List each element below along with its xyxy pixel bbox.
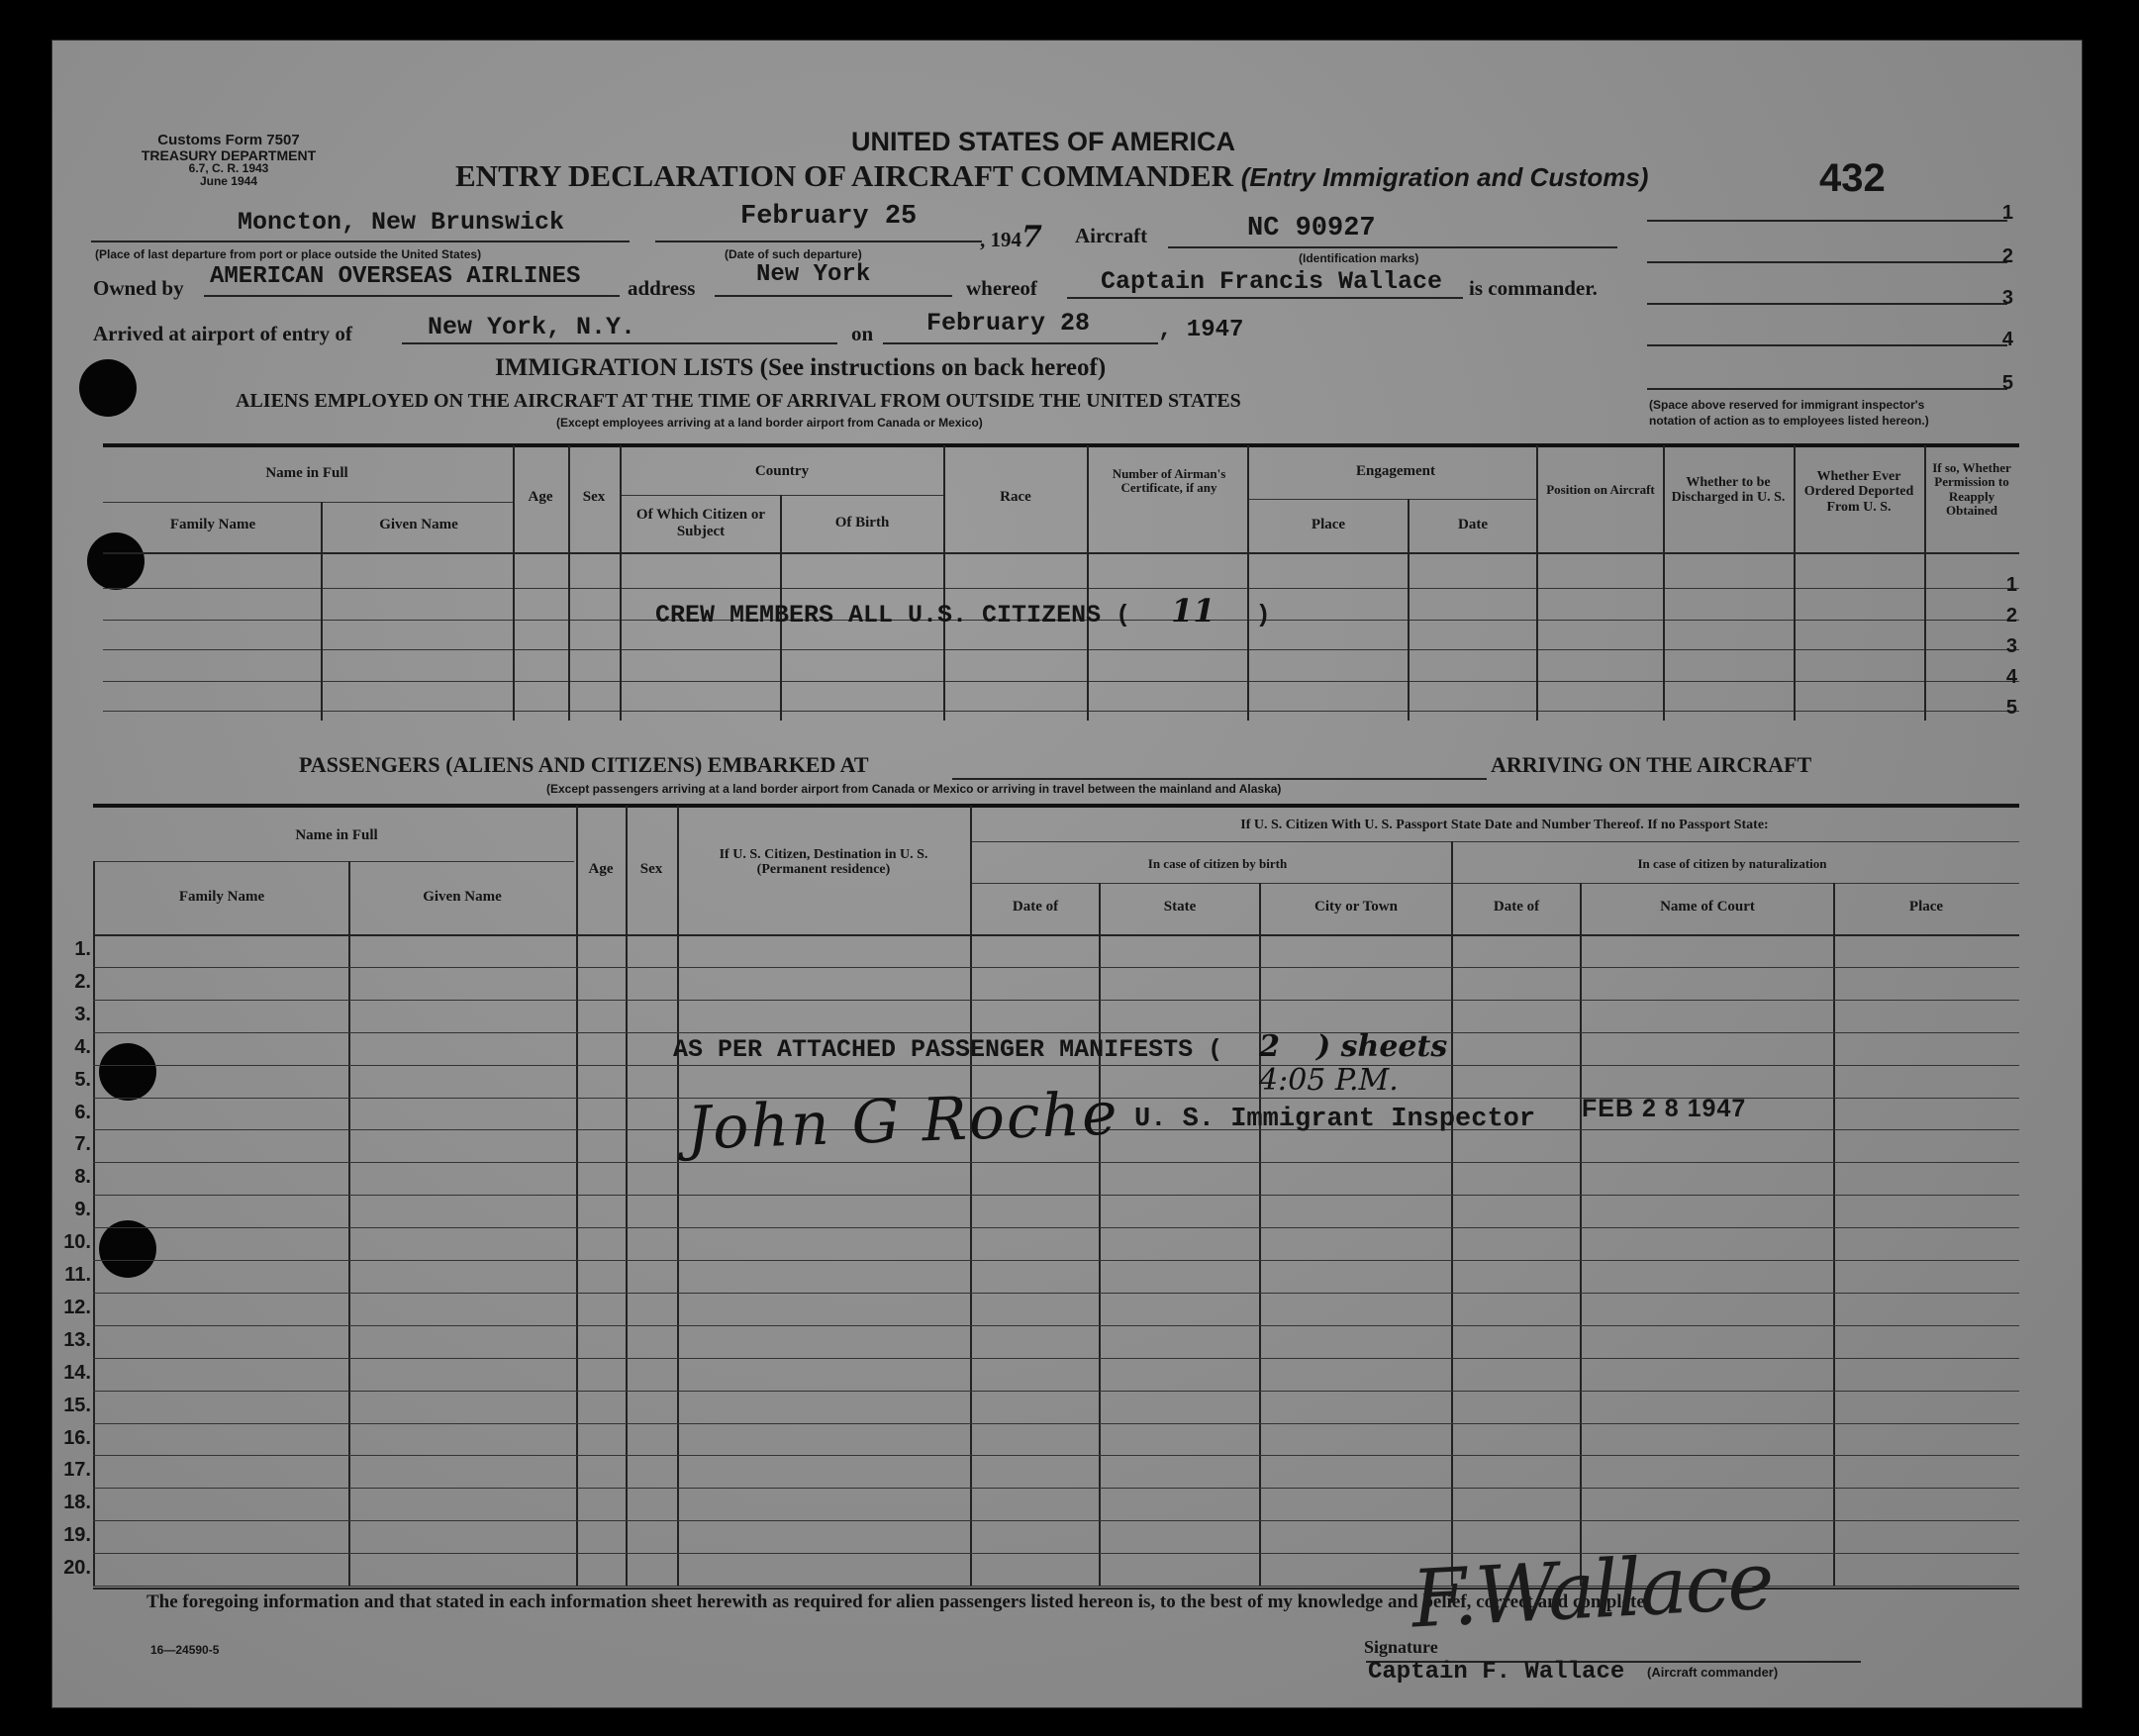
departure-place-line (91, 241, 630, 242)
declaration-text: The foregoing information and that stated in each information sheet herewith as required for alien passengers listed hereon is, to the best of my knowledge and belief, correct and complete. (146, 1591, 1650, 1612)
table-rule (93, 861, 574, 862)
pax-header-destination: If U. S. Citizen, Destination in U. S. (Permanent residence) (719, 847, 928, 878)
table-row-line (93, 1520, 2019, 1521)
manifest-note-text: AS PER ATTACHED PASSENGER MANIFESTS ( (673, 1035, 1223, 1064)
table-column-line (513, 445, 515, 721)
pax-header-age: Age (588, 861, 614, 877)
passenger-row-number: 15. (63, 1395, 91, 1416)
passenger-row-number: 2. (74, 971, 91, 993)
table-row-line (103, 681, 2019, 682)
table-row-line (93, 1293, 2019, 1294)
table-row-line (93, 1065, 2019, 1066)
crew-row-number: 1 (2005, 574, 2017, 596)
table-column-line (1663, 445, 1665, 721)
table-row-line (93, 1162, 2019, 1163)
reserved-number: 4 (2001, 329, 2013, 350)
pax-header-state: State (1163, 899, 1197, 915)
table-rule (1249, 499, 1536, 500)
table-row-line (93, 1260, 2019, 1261)
reserved-line (1647, 220, 2007, 222)
reserved-number: 2 (2001, 245, 2013, 267)
passenger-row-number: 1. (74, 938, 91, 960)
table-row-line (93, 1195, 2019, 1196)
reserved-number: 3 (2001, 287, 2013, 309)
pax-header-passport: If U. S. Citizen With U. S. Passport State Date and Number Thereof. If no Passport State: (1240, 818, 1769, 832)
form-id-line: June 1944 (199, 174, 258, 189)
immigration-subtitle: ALIENS EMPLOYED ON THE AIRCRAFT AT THE TIME OF ARRIVAL FROM OUTSIDE THE UNITED STATES (236, 390, 1241, 412)
inspector-title: U. S. Immigrant Inspector (1134, 1105, 1536, 1134)
print-code: 16—24590-5 (150, 1643, 220, 1657)
inspector-signature: John G Roche (685, 1079, 1120, 1164)
table-column-line (677, 806, 679, 1586)
crew-row-number: 2 (2005, 605, 2017, 627)
reserved-line (1647, 388, 2007, 390)
passengers-title-right: ARRIVING ON THE AIRCRAFT (1491, 752, 1812, 777)
address-label: address (628, 276, 696, 300)
table-row-line (93, 1455, 2019, 1456)
passenger-row-number: 6. (74, 1102, 91, 1123)
passenger-row-number: 7. (74, 1133, 91, 1155)
table-column-line (1833, 883, 1835, 1586)
manifest-note (673, 1029, 1447, 1064)
arrival-airport-line (402, 342, 837, 344)
passengers-note: (Except passengers arriving at a land border airport from Canada or Mexico or arriving in travel between the mainland and Alaska) (546, 782, 1282, 796)
passenger-row-number: 18. (63, 1492, 91, 1513)
pax-header-by-birth: In case of citizen by birth (1147, 856, 1288, 871)
pax-header-given-name: Given Name (423, 889, 502, 905)
table-row-line (93, 1325, 2019, 1326)
table-rule (103, 443, 2019, 447)
table-row-line (93, 967, 2019, 968)
arrival-on-label: on (851, 322, 874, 345)
punch-hole (87, 532, 145, 590)
passenger-row-number: 12. (63, 1297, 91, 1318)
header-given-name: Given Name (379, 517, 458, 532)
manifest-close: ) sheets (1316, 1029, 1448, 1064)
table-column-line (1259, 883, 1261, 1586)
reserved-line (1647, 261, 2007, 263)
table-column-line (93, 861, 95, 1586)
form-title-main: ENTRY DECLARATION OF AIRCRAFT COMMANDER (455, 158, 1233, 193)
crew-row-number: 5 (2005, 697, 2017, 719)
table-row-line (93, 1000, 2019, 1001)
crew-note-text: CREW MEMBERS ALL U.S. CITIZENS ( (655, 601, 1131, 629)
immigration-note: (Except employees arriving at a land border airport from Canada or Mexico) (556, 416, 983, 430)
table-column-line (1580, 883, 1582, 1586)
table-column-line (1451, 841, 1453, 1586)
signature-role: (Aircraft commander) (1647, 1665, 1779, 1680)
header-citizen-of: Of Which Citizen or Subject (635, 507, 766, 539)
passenger-row-number: 10. (63, 1231, 91, 1253)
crew-count: 11 (1171, 592, 1215, 629)
header-age: Age (528, 489, 553, 505)
owned-by-label: Owned by (93, 276, 184, 300)
table-rule (103, 552, 2019, 554)
passengers-title: PASSENGERS (ALIENS AND CITIZENS) EMBARKED AT (299, 752, 869, 777)
form-number: 432 (1819, 156, 1886, 200)
form-title (455, 158, 1648, 194)
stamp-date: FEB 2 8 1947 (1582, 1095, 1747, 1122)
manifest-count: 2 (1259, 1029, 1280, 1064)
table-column-line (970, 806, 972, 1586)
header-engagement-place: Place (1311, 517, 1346, 532)
pax-header-sex: Sex (639, 861, 663, 877)
embarked-at-line (952, 778, 1487, 780)
passenger-row-number: 5. (74, 1069, 91, 1091)
pax-header-place: Place (1908, 899, 1944, 915)
owner-address: New York (756, 261, 871, 288)
table-rule (970, 841, 2019, 842)
reserved-caption: (Space above reserved for immigrant inspector's (1649, 398, 1925, 412)
departure-year-prefix: , 194 (980, 228, 1021, 251)
table-column-line (1247, 445, 1249, 721)
departure-year (980, 220, 1042, 254)
table-column-line (568, 445, 570, 721)
header-engagement-date: Date (1458, 517, 1488, 532)
commander-signature: F.Wallace (1409, 1534, 1775, 1646)
signature-name: Captain F. Wallace (1368, 1659, 1625, 1686)
table-rule (93, 804, 2019, 808)
reserved-number: 1 (2001, 202, 2013, 224)
passenger-row-number: 11. (64, 1264, 91, 1286)
pax-header-by-naturalization: In case of citizen by naturalization (1637, 856, 1827, 871)
header-discharged: Whether to be Discharged in U. S. (1671, 475, 1786, 506)
departure-place-caption: (Place of last departure from port or place outside the United States) (95, 247, 482, 261)
country-heading: UNITED STATES OF AMERICA (851, 127, 1235, 156)
header-of-birth: Of Birth (834, 515, 890, 530)
table-column-line (321, 502, 323, 721)
passenger-row-number: 3. (74, 1004, 91, 1025)
arrival-date: February 28 (926, 309, 1091, 338)
table-column-line (1536, 445, 1538, 721)
table-column-line (1408, 499, 1410, 721)
table-row-line (103, 711, 2019, 712)
aircraft-marks-caption: (Identification marks) (1299, 251, 1419, 265)
table-row-line (103, 649, 2019, 650)
header-deported: Whether Ever Ordered Deported From U. S. (1803, 469, 1914, 515)
pax-header-family-name: Family Name (178, 889, 265, 905)
aircraft-label: Aircraft (1075, 224, 1148, 247)
arrival-airport: New York, N.Y. (428, 313, 636, 341)
departure-date: February 25 (740, 202, 918, 232)
whereof-label: whereof (966, 276, 1037, 300)
reserved-number: 5 (2001, 372, 2013, 394)
crew-note (655, 592, 1271, 629)
punch-hole (99, 1043, 156, 1101)
passenger-row-number: 16. (63, 1427, 91, 1449)
pax-header-nat-date-of: Date of (1493, 899, 1540, 915)
passenger-row-number: 8. (74, 1166, 91, 1188)
commander-line (1067, 297, 1463, 299)
punch-hole (99, 1220, 156, 1278)
form-id-line: TREASURY DEPARTMENT (141, 146, 317, 163)
commander-name: Captain Francis Wallace (1101, 267, 1443, 296)
table-column-line (348, 861, 350, 1586)
table-row-line (93, 1358, 2019, 1359)
form-id-line: 6.7, C. R. 1943 (188, 161, 269, 176)
header-engagement: Engagement (1356, 463, 1435, 479)
pax-header-name-in-full: Name in Full (295, 827, 378, 843)
table-column-line (1099, 883, 1101, 1586)
form-title-italic: (Entry Immigration and Customs) (1240, 162, 1649, 192)
header-family-name: Family Name (169, 517, 256, 532)
owner-line (204, 295, 620, 297)
owner-name: AMERICAN OVERSEAS AIRLINES (210, 263, 581, 290)
address-line (715, 295, 952, 297)
passenger-row-number: 20. (63, 1557, 91, 1579)
pax-header-court: Name of Court (1660, 899, 1755, 915)
passenger-row-number: 13. (63, 1329, 91, 1351)
form-id-line: Customs Form 7507 (157, 132, 300, 148)
table-row-line (93, 1488, 2019, 1489)
arrival-label: Arrived at airport of entry of (93, 322, 352, 345)
header-name-in-full: Name in Full (265, 465, 348, 481)
immigration-title: IMMIGRATION LISTS (See instructions on back hereof) (495, 354, 1107, 381)
arrival-date-line (883, 342, 1158, 344)
header-position: Position on Aircraft (1546, 482, 1655, 497)
passenger-row-number: 14. (63, 1362, 91, 1384)
table-column-line (576, 806, 578, 1586)
table-row-line (93, 1391, 2019, 1392)
pax-header-date-of: Date of (1012, 899, 1059, 915)
table-column-line (943, 445, 945, 721)
arrival-year: , 1947 (1158, 317, 1244, 343)
signature-label: Signature (1364, 1637, 1438, 1657)
passenger-row-number: 9. (74, 1199, 91, 1220)
departure-date-caption: (Date of such departure) (725, 247, 862, 261)
table-row-line (93, 1227, 2019, 1228)
table-rule (93, 934, 2019, 936)
is-commander-label: is commander. (1469, 276, 1598, 300)
aircraft-marks: NC 90927 (1247, 214, 1376, 243)
departure-place: Moncton, New Brunswick (238, 208, 565, 237)
departure-date-line (655, 241, 982, 242)
punch-hole (79, 359, 137, 417)
passenger-row-number: 4. (74, 1036, 91, 1058)
table-rule (622, 495, 943, 496)
form-id (95, 133, 362, 188)
table-column-line (626, 806, 628, 1586)
header-permission: If so, Whether Permission to Reapply Obtained (1932, 460, 2011, 518)
crew-row-number: 4 (2005, 666, 2017, 688)
departure-year-digit: 7 (1021, 220, 1042, 254)
passenger-row-number: 19. (63, 1524, 91, 1546)
header-country: Country (754, 463, 810, 479)
table-row-line (93, 1423, 2019, 1424)
table-rule (970, 883, 2019, 884)
table-column-line (620, 445, 622, 721)
table-rule (103, 502, 513, 503)
header-airman-cert: Number of Airman's Certificate, if any (1112, 466, 1226, 496)
reserved-caption: notation of action as to employees listed hereon.) (1649, 414, 1929, 428)
table-column-line (1087, 445, 1089, 721)
table-column-line (1794, 445, 1796, 721)
header-race: Race (1000, 489, 1031, 505)
passenger-row-number: 17. (63, 1459, 91, 1481)
crew-row-number: 3 (2005, 635, 2017, 657)
time-note: 4:05 P.M. (1259, 1063, 1399, 1098)
pax-header-city: City or Town (1314, 899, 1398, 915)
reserved-line (1647, 344, 2007, 346)
table-row-line (103, 588, 2019, 589)
aircraft-marks-line (1168, 246, 1617, 248)
crew-note-close: ) (1255, 601, 1271, 629)
header-sex: Sex (582, 489, 606, 505)
reserved-line (1647, 303, 2007, 305)
